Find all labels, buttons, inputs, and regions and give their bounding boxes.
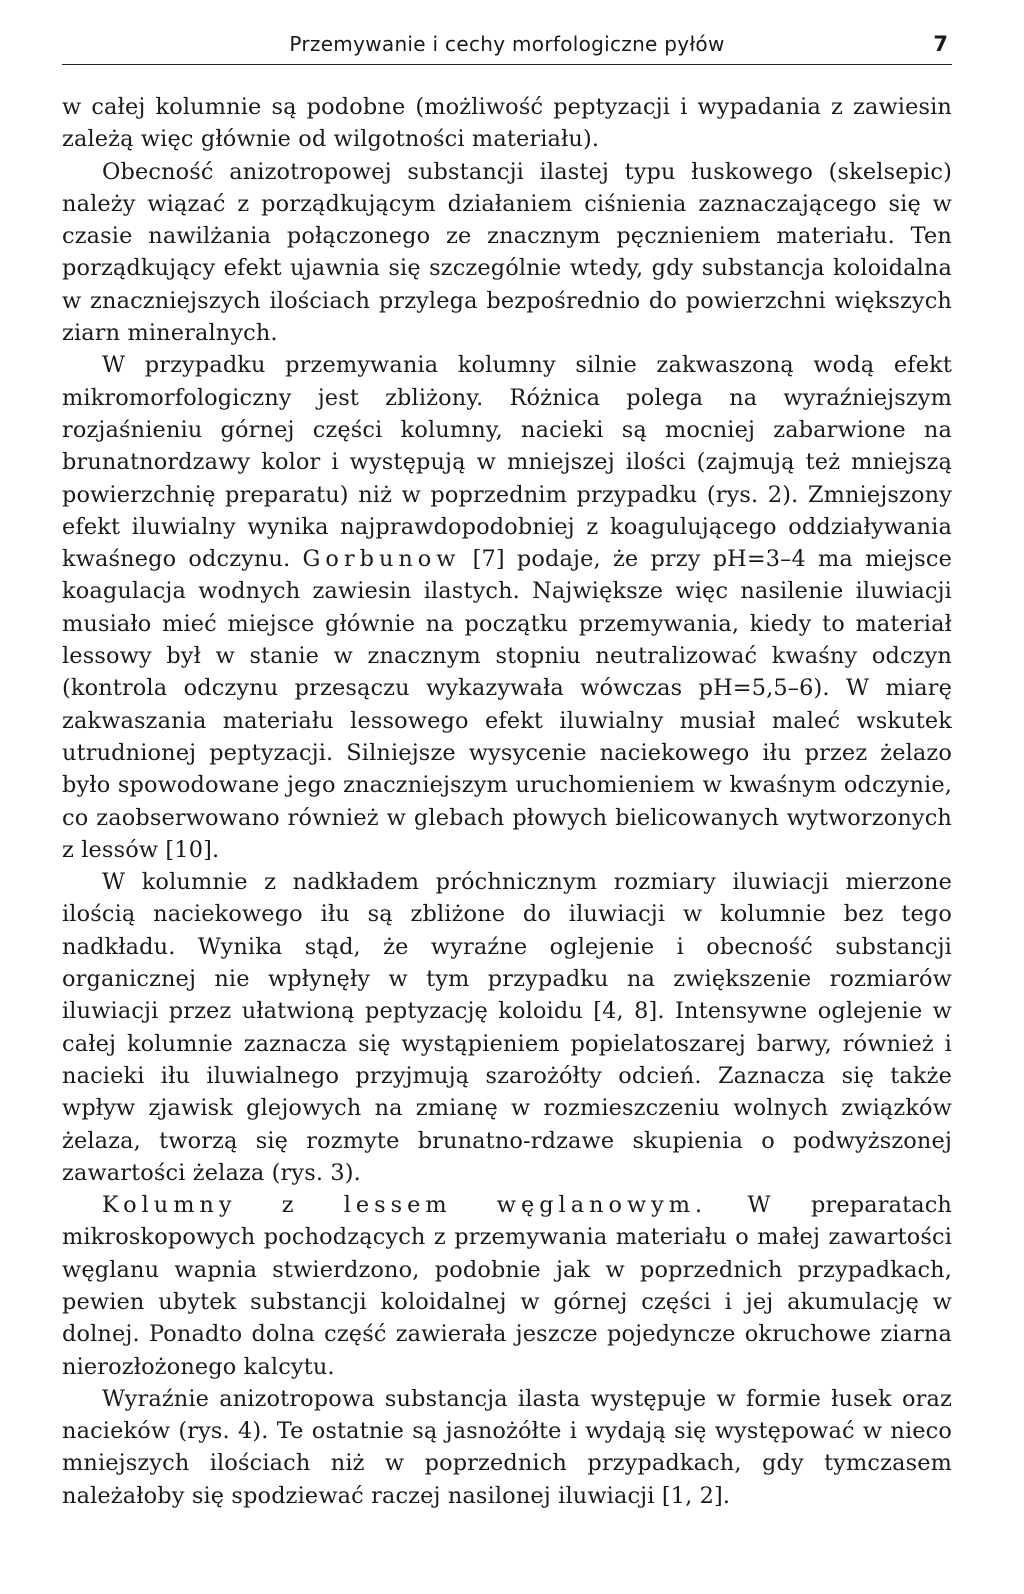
paragraph-text-after: W preparatach mikroskopowych pochodzących z przemywania materiału o małej zawartości węglanu wapnia stwierdzono, podobnie jak w poprzednich przypadkach, pewien ubytek substancji koloidalnej w górnej części i jej akumulację w dolnej. Ponadto dolna część zawierała jeszcze pojedyncze okruchowe ziarna nierozłożonego kalcytu.	[62, 1192, 952, 1380]
page	[62, 28, 952, 1512]
paragraph-carbonate-loess	[62, 1189, 952, 1383]
paragraph-acidified-water	[62, 349, 952, 866]
paragraph-text-after: [7] podaje, że przy pH=3–4 ma miejsce koagulacja wodnych zawiesin ilastych. Największe więc nasilenie iluwiacji musiało mieć miejsce głównie na początku przemywania, kiedy to materiał lessowy był w stanie w znacznym stopniu neutralizować kwaśny odczyn (kontrola odczynu przesączu wykazywała wówczas pH=5,5–6). W miarę zakwaszania materiału lessowego efekt iluwialny musiał maleć wskutek utrudnionej peptyzacji. Silniejsze wysycenie naciekowego iłu przez żelazo było spowodowane jego znaczniejszym uruchomieniem w kwaśnym odczynie, co zaobserwowano również w glebach płowych bielicowanych wytworzonych z lessów [10].	[62, 546, 953, 863]
paragraph-continuation: w całej kolumnie są podobne (możliwość peptyzacji i wypadania z zawiesin zależą więc głównie od wilgotności materiału).	[62, 94, 952, 153]
author-name-gorbunow: Gorbunow	[302, 546, 461, 573]
page-number: 7	[933, 32, 948, 56]
body-text	[62, 91, 952, 1512]
paragraph-anisotropic-substance: Obecność anizotropowej substancji ilastej typu łuskowego (skelsepic) należy wiązać z porządkującym działaniem ciśnienia zaznaczającego się w czasie nawilżania połączonego ze znacznym pęcznieniem materiału. Ten porządkujący efekt ujawnia się szczególnie wtedy, gdy substancja koloidalna w znaczniejszych ilościach przylega bezpośrednio do powierzchni większych ziarn mineralnych.	[62, 158, 952, 347]
running-head	[62, 28, 952, 65]
paragraph-humus-overlay: W kolumnie z nadkładem próchnicznym rozmiary iluwiacji mierzone ilością naciekowego iłu są zbliżone do iluwiacji w kolumnie bez tego nadkładu. Wynika stąd, że wyraźne oglejenie i obecność substancji organicznej nie wpłynęły w tym przypadku na zwiększenie rozmiarów iluwiacji przez ułatwioną peptyzację koloidu [4, 8]. Intensywne oglejenie w całej kolumnie zaznacza się wystąpieniem popielatoszarej barwy, również i nacieki iłu iluwialnego przyjmują szarożółty odcień. Zaznacza się także wpływ zjawisk glejowych na zmianę w rozmieszczeniu wolnych związków żelaza, tworzą się rozmyte brunatno-rdzawe skupienia o podwyższonej zawartości żelaza (rys. 3).	[62, 869, 952, 1186]
running-title: Przemywanie i cechy morfologiczne pyłów	[289, 32, 725, 56]
paragraph-clay-scales: Wyraźnie anizotropowa substancja ilasta występuje w formie łusek oraz nacieków (rys. 4). Te ostatnie są jasnożółte i wydają się występować w nieco mniejszych ilościach niż w poprzednich przypadkach, gdy tymczasem należałoby się spodziewać raczej nasilonej iluwiacji [1, 2].	[62, 1385, 952, 1509]
section-run-in-heading: Kolumny z lessem węglanowym.	[102, 1192, 708, 1219]
paragraph-text-before: W przypadku przemywania kolumny silnie zakwaszoną wodą efekt mikromorfologiczny jest zbliżony. Różnica polega na wyraźniejszym rozjaśnieniu górnej części kolumny, nacieki są mocniej zabarwione na brunatnordzawy kolor i występują w mniejszej ilości (zajmują też mniejszą powierzchnię preparatu) niż w poprzednim przypadku (rys. 2). Zmniejszony efekt iluwialny wynika najprawdopodobniej z koagulującego oddziaływania kwaśnego odczynu.	[62, 352, 952, 573]
